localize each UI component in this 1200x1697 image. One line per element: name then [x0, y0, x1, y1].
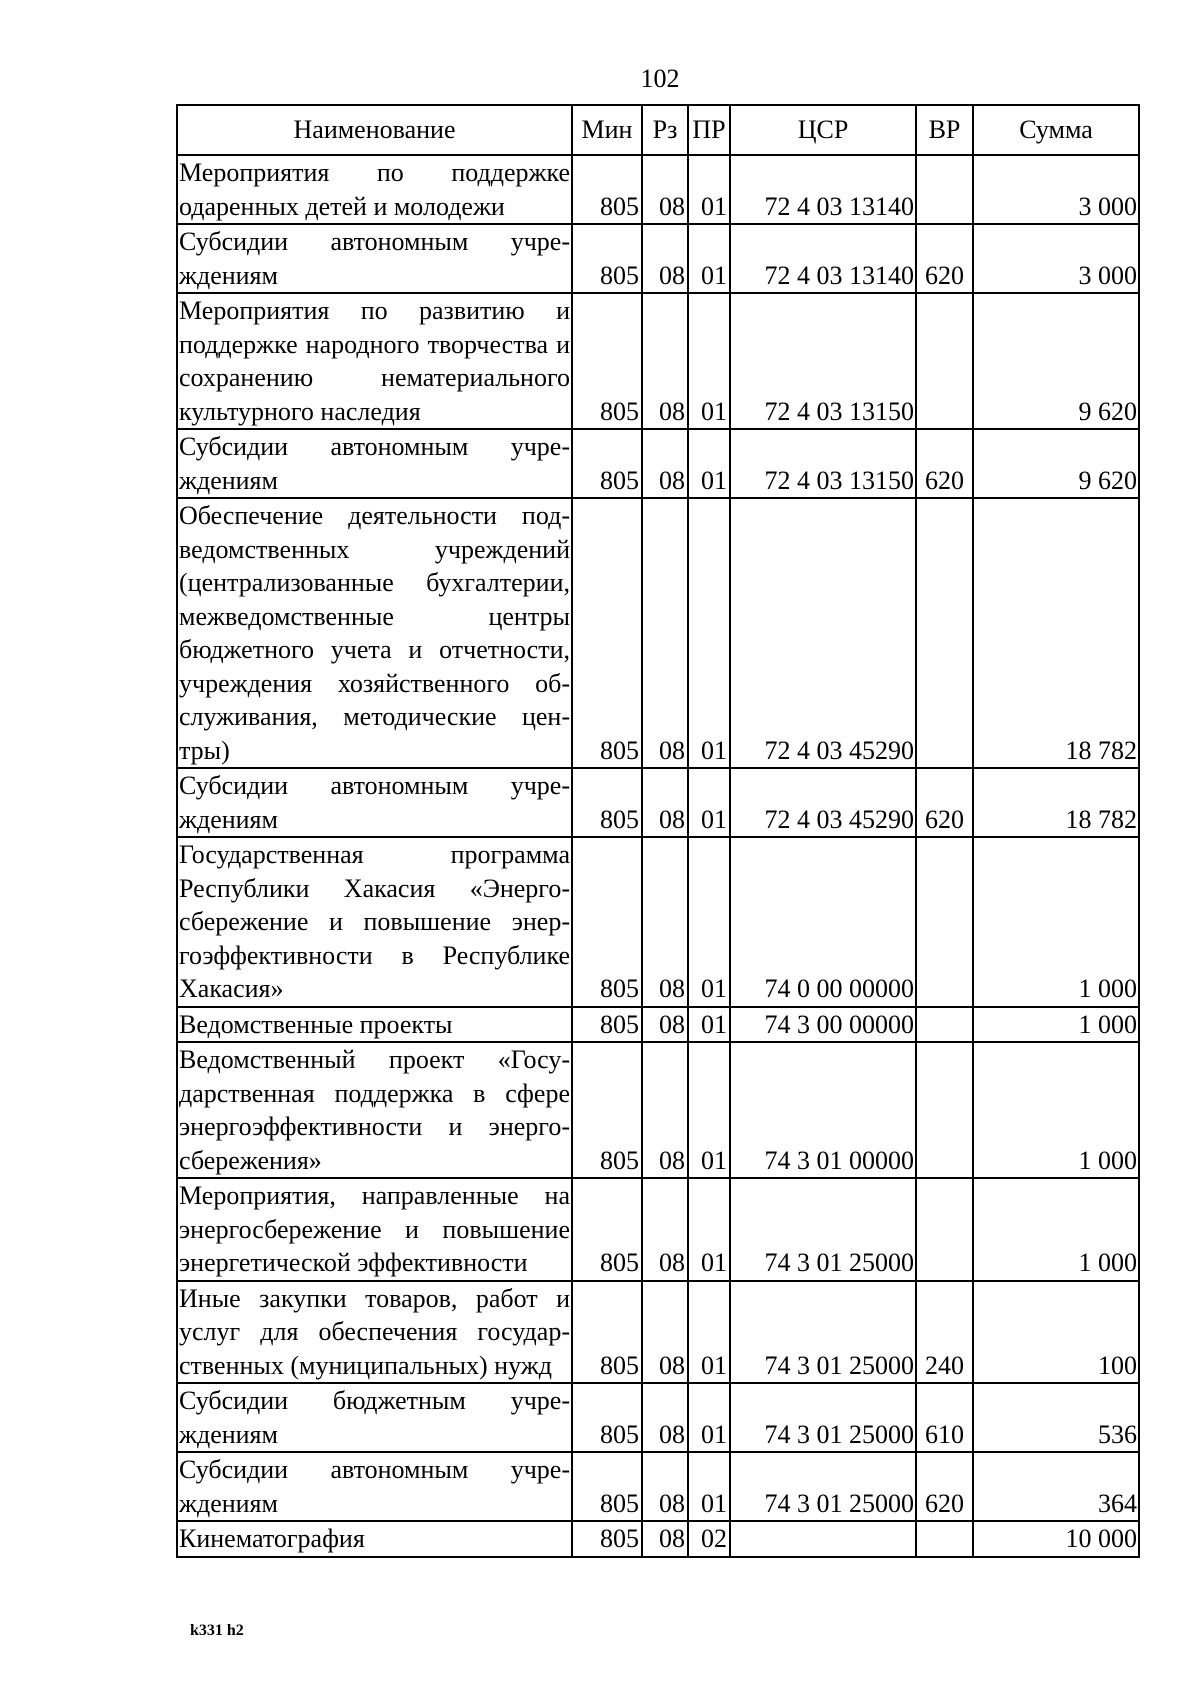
cell-csr: 72 4 03 13140 [730, 155, 916, 224]
cell-csr: 74 3 01 25000 [730, 1452, 916, 1521]
cell-sum: 536 [973, 1383, 1139, 1452]
cell-pr: 01 [688, 1383, 730, 1452]
cell-csr [730, 1521, 916, 1557]
cell-name: Мероприятия по развитию и поддержке народного творчества и сохранению нематериального культурного наследия [177, 293, 572, 429]
cell-min: 805 [572, 1383, 642, 1452]
cell-sum: 9 620 [973, 293, 1139, 429]
cell-rz: 08 [642, 224, 688, 293]
cell-min: 805 [572, 768, 642, 837]
table-row [177, 224, 1139, 293]
cell-vr [916, 837, 973, 1007]
cell-vr [916, 498, 973, 768]
cell-pr: 01 [688, 1178, 730, 1281]
table-row [177, 1042, 1139, 1178]
cell-min: 805 [572, 1452, 642, 1521]
footer-code: k331 h2 [190, 1622, 244, 1639]
cell-sum: 100 [973, 1281, 1139, 1384]
cell-rz: 08 [642, 1007, 688, 1043]
table-row [177, 293, 1139, 429]
cell-name: Иные закупки товаров, работ и услуг для обеспечения государственных (муниципальных) нужд [177, 1281, 572, 1384]
budget-table [176, 104, 1140, 1558]
header-rz: Рз [642, 105, 688, 155]
table-row [177, 1383, 1139, 1452]
cell-rz: 08 [642, 1178, 688, 1281]
table-row [177, 1452, 1139, 1521]
cell-csr: 74 3 01 25000 [730, 1178, 916, 1281]
cell-vr [916, 1007, 973, 1043]
cell-pr: 01 [688, 837, 730, 1007]
cell-name: Субсидии бюджетным учреждениям [177, 1383, 572, 1452]
cell-name: Мероприятия по поддержке одаренных детей и молодежи [177, 155, 572, 224]
cell-rz: 08 [642, 837, 688, 1007]
cell-csr: 72 4 03 45290 [730, 498, 916, 768]
cell-sum: 3 000 [973, 155, 1139, 224]
cell-name: Мероприятия, направленные на энергосбережение и повышение энергетической эффективности [177, 1178, 572, 1281]
cell-name: Субсидии автономным учреждениям [177, 768, 572, 837]
cell-sum: 18 782 [973, 768, 1139, 837]
cell-sum: 9 620 [973, 429, 1139, 498]
cell-sum: 1 000 [973, 1007, 1139, 1043]
cell-rz: 08 [642, 1042, 688, 1178]
cell-vr: 240 [916, 1281, 973, 1384]
cell-name: Кинематография [177, 1521, 572, 1557]
table-row [177, 1521, 1139, 1557]
cell-rz: 08 [642, 429, 688, 498]
cell-min: 805 [572, 155, 642, 224]
cell-min: 805 [572, 1178, 642, 1281]
cell-vr: 620 [916, 224, 973, 293]
table-row [177, 1178, 1139, 1281]
table-row [177, 768, 1139, 837]
cell-min: 805 [572, 498, 642, 768]
header-pr: ПР [688, 105, 730, 155]
cell-min: 805 [572, 1007, 642, 1043]
cell-name: Субсидии автономным учреждениям [177, 224, 572, 293]
cell-pr: 01 [688, 768, 730, 837]
cell-rz: 08 [642, 1521, 688, 1557]
cell-csr: 74 0 00 00000 [730, 837, 916, 1007]
table-row [177, 429, 1139, 498]
cell-rz: 08 [642, 498, 688, 768]
cell-pr: 01 [688, 1042, 730, 1178]
cell-csr: 74 3 01 25000 [730, 1281, 916, 1384]
cell-sum: 364 [973, 1452, 1139, 1521]
table-header-row [177, 105, 1139, 155]
cell-vr: 620 [916, 1452, 973, 1521]
cell-vr [916, 1178, 973, 1281]
cell-csr: 74 3 00 00000 [730, 1007, 916, 1043]
cell-csr: 72 4 03 13140 [730, 224, 916, 293]
cell-pr: 01 [688, 224, 730, 293]
cell-name: Обеспечение деятельности подведомственных учреждений (централизованные бухгалтерии, межведомственные центры бюджетного учета и отчетности, учреждения хозяйственного обслуживания, методические центры) [177, 498, 572, 768]
cell-name: Субсидии автономным учреждениям [177, 1452, 572, 1521]
cell-name: Ведомственные проекты [177, 1007, 572, 1043]
cell-min: 805 [572, 293, 642, 429]
cell-min: 805 [572, 837, 642, 1007]
header-min: Мин [572, 105, 642, 155]
cell-pr: 01 [688, 293, 730, 429]
cell-min: 805 [572, 1521, 642, 1557]
table-row [177, 1281, 1139, 1384]
cell-csr: 72 4 03 45290 [730, 768, 916, 837]
cell-pr: 01 [688, 1452, 730, 1521]
cell-pr: 02 [688, 1521, 730, 1557]
cell-pr: 01 [688, 1281, 730, 1384]
header-sum: Сумма [973, 105, 1139, 155]
cell-min: 805 [572, 1042, 642, 1178]
cell-csr: 74 3 01 00000 [730, 1042, 916, 1178]
cell-rz: 08 [642, 1281, 688, 1384]
cell-name: Субсидии автономным учреждениям [177, 429, 572, 498]
cell-csr: 74 3 01 25000 [730, 1383, 916, 1452]
header-name: Наименование [177, 105, 572, 155]
cell-min: 805 [572, 1281, 642, 1384]
cell-vr [916, 155, 973, 224]
cell-csr: 72 4 03 13150 [730, 293, 916, 429]
cell-vr [916, 1521, 973, 1557]
cell-sum: 18 782 [973, 498, 1139, 768]
header-csr: ЦСР [730, 105, 916, 155]
cell-sum: 1 000 [973, 1178, 1139, 1281]
cell-vr [916, 1042, 973, 1178]
cell-vr: 620 [916, 768, 973, 837]
cell-vr [916, 293, 973, 429]
table-row [177, 498, 1139, 768]
cell-csr: 72 4 03 13150 [730, 429, 916, 498]
cell-sum: 10 000 [973, 1521, 1139, 1557]
cell-rz: 08 [642, 293, 688, 429]
table-body [177, 155, 1139, 1557]
table-row [177, 1007, 1139, 1043]
cell-min: 805 [572, 224, 642, 293]
cell-rz: 08 [642, 1383, 688, 1452]
cell-vr: 620 [916, 429, 973, 498]
table-row [177, 155, 1139, 224]
page-number: 102 [640, 64, 680, 93]
cell-vr: 610 [916, 1383, 973, 1452]
cell-sum: 1 000 [973, 1042, 1139, 1178]
cell-sum: 1 000 [973, 837, 1139, 1007]
cell-rz: 08 [642, 1452, 688, 1521]
table-row [177, 837, 1139, 1007]
cell-rz: 08 [642, 768, 688, 837]
cell-pr: 01 [688, 429, 730, 498]
cell-pr: 01 [688, 155, 730, 224]
cell-name: Государственная программа Республики Хакасия «Энергосбережение и повышение энергоэффективности в Республике Хакасия» [177, 837, 572, 1007]
cell-min: 805 [572, 429, 642, 498]
cell-rz: 08 [642, 155, 688, 224]
header-vr: ВР [916, 105, 973, 155]
cell-sum: 3 000 [973, 224, 1139, 293]
cell-pr: 01 [688, 1007, 730, 1043]
cell-name: Ведомственный проект «Государственная поддержка в сфере энергоэффективности и энергосбережения» [177, 1042, 572, 1178]
cell-pr: 01 [688, 498, 730, 768]
